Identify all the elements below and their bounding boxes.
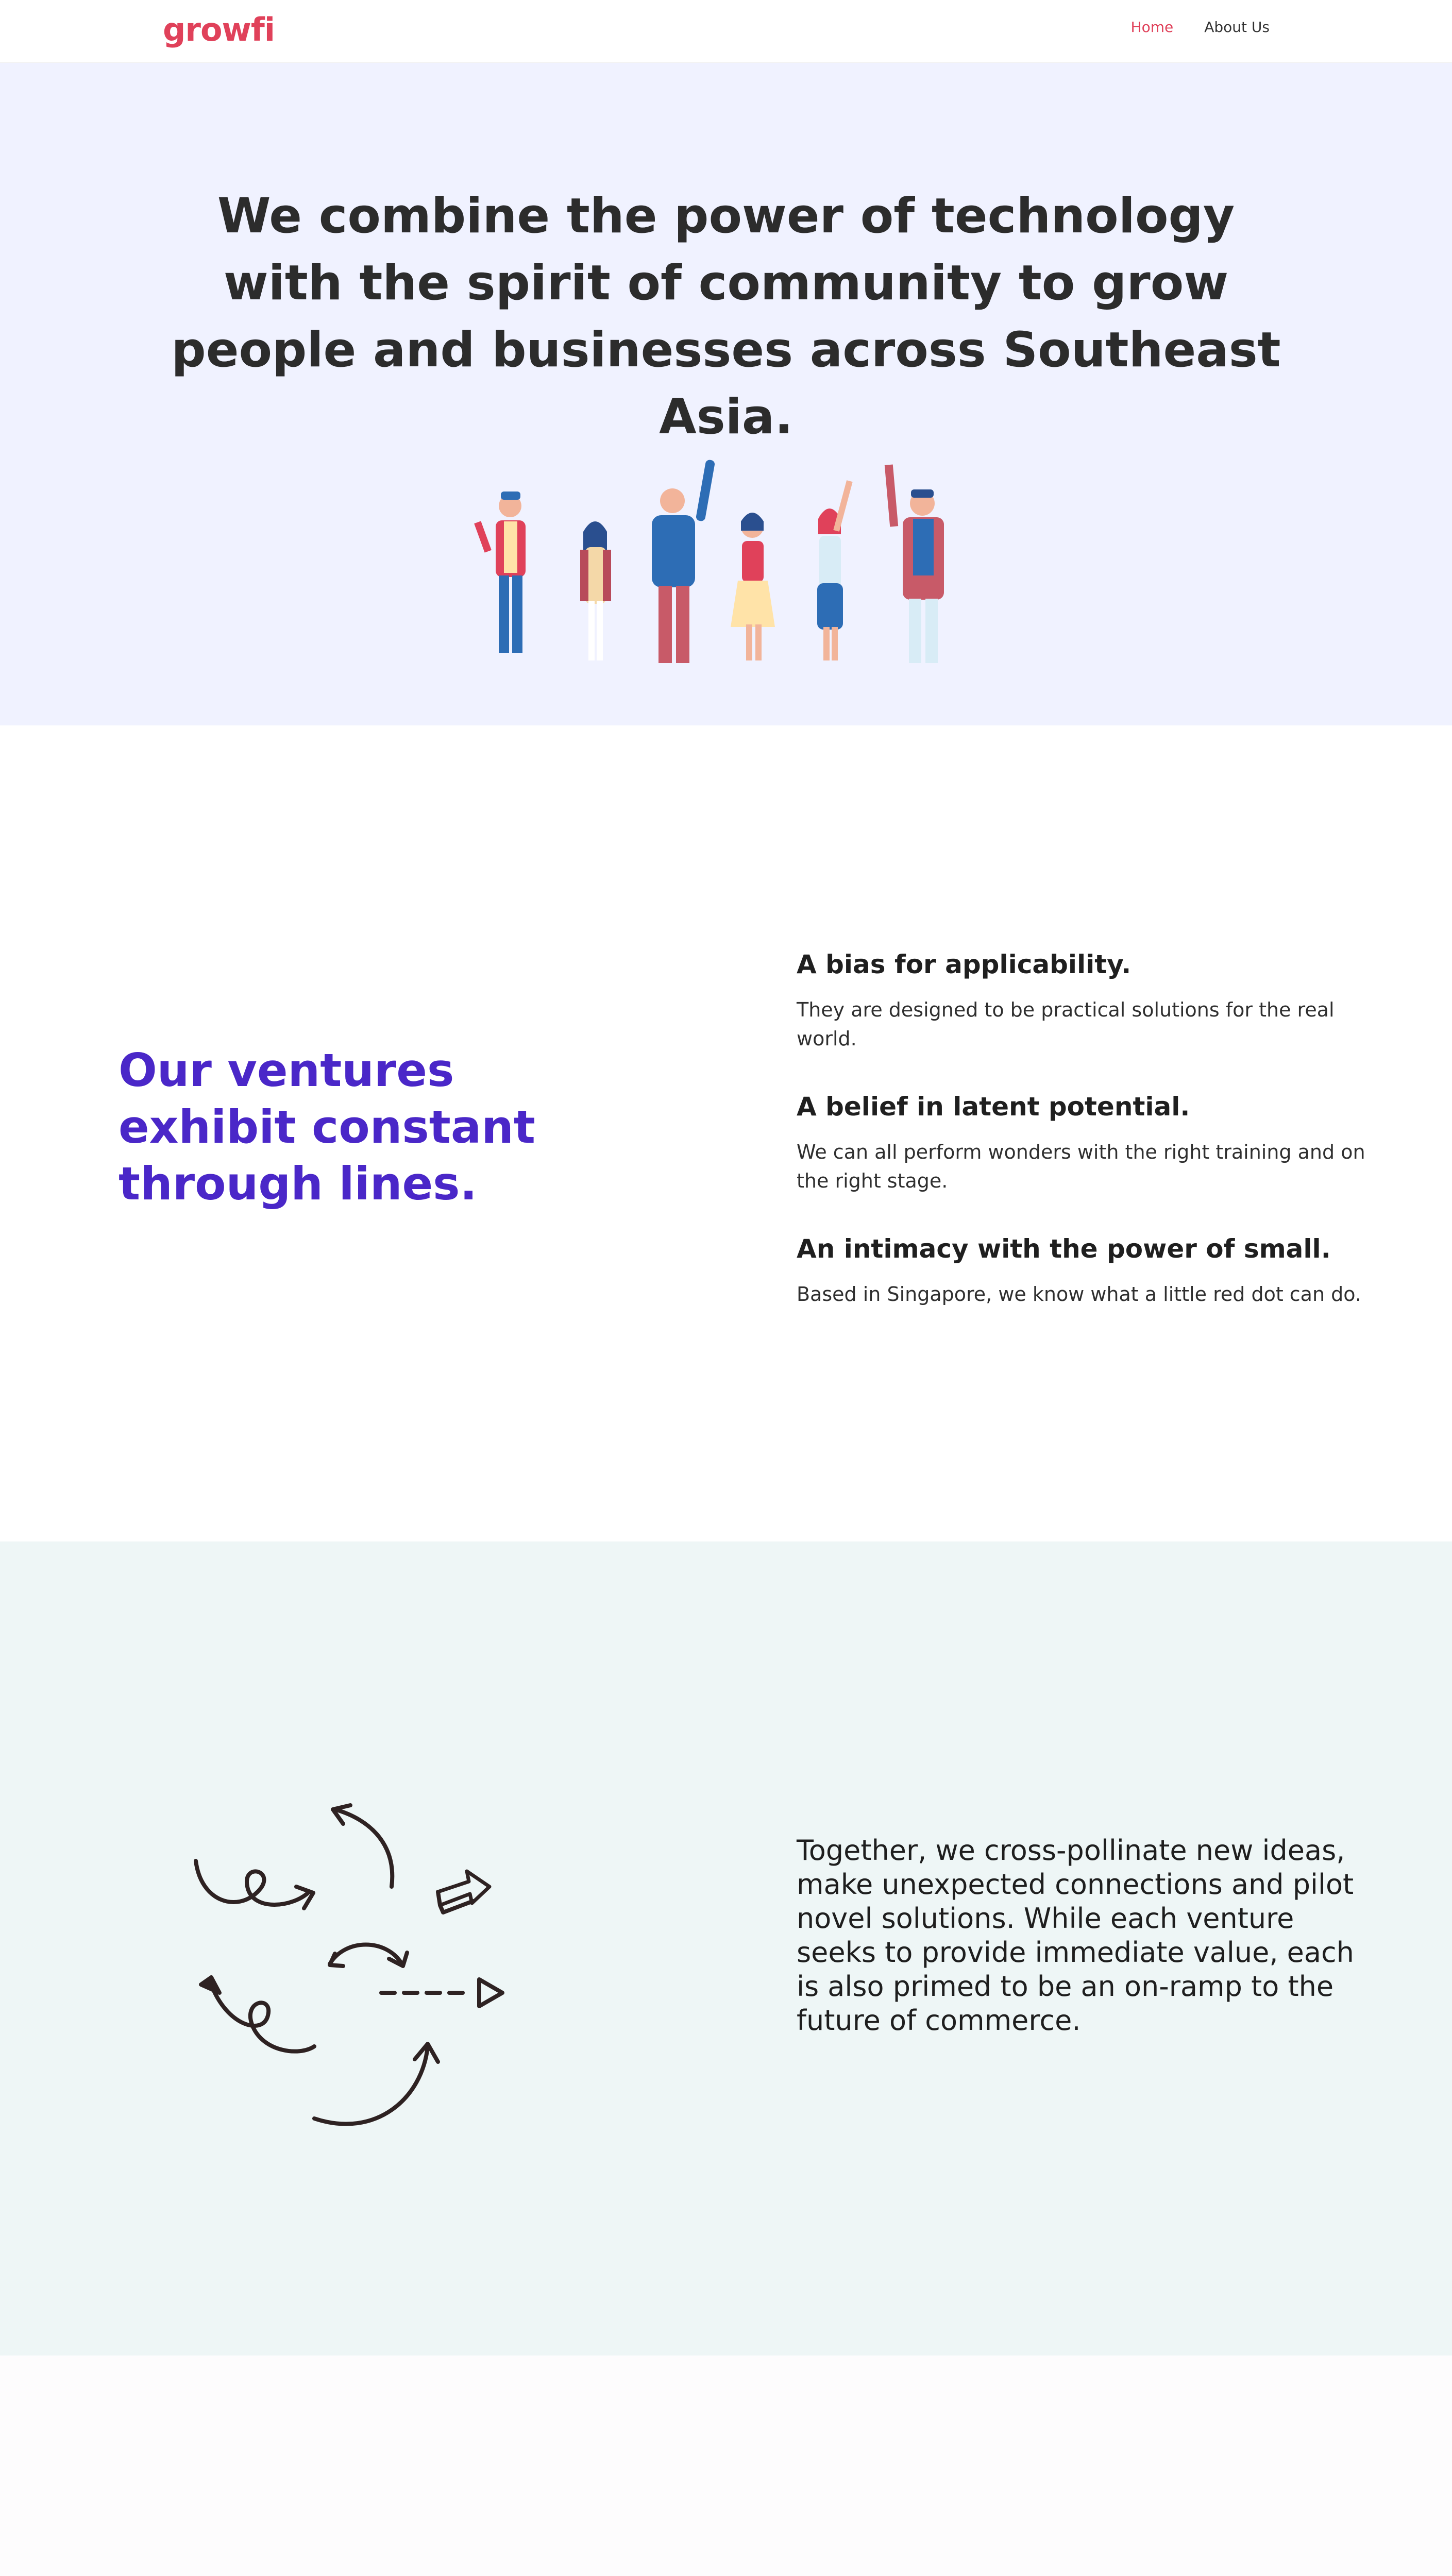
nav-links	[1131, 19, 1270, 36]
person-3-figure	[652, 459, 715, 663]
top-nav	[0, 0, 1452, 63]
principle-item	[797, 1090, 1394, 1195]
nav-link-about[interactable]: About Us	[1204, 19, 1270, 36]
principle-text: We can all perform wonders with the right training and on the right stage.	[797, 1141, 1365, 1192]
growfi-logo[interactable]	[163, 4, 275, 56]
principle-text: They are designed to be practical solutions for the real world.	[797, 998, 1335, 1050]
person-1-figure	[474, 492, 526, 653]
principle-text: Based in Singapore, we know what a little red dot can do.	[797, 1283, 1361, 1306]
person-2-figure	[580, 521, 611, 660]
person-5-figure	[817, 480, 853, 660]
principle-title: A belief in latent potential.	[797, 1092, 1190, 1122]
together-section	[0, 1541, 1452, 2355]
principle-title: A bias for applicability.	[797, 950, 1132, 979]
together-text: Together, we cross-pollinate new ideas, make unexpected connections and pilot novel solutions. While each venture seeks to provide immediate value, each is also primed to be an on-ramp to the future of commerce.	[797, 1834, 1354, 2037]
principle-title: An intimacy with the power of small.	[797, 1234, 1331, 1264]
principle-item	[797, 948, 1394, 1053]
person-4-figure	[731, 513, 775, 660]
principles-section	[0, 725, 1452, 1541]
person-6-figure	[885, 465, 944, 663]
people-group-illustration	[443, 444, 1010, 725]
ventures-section	[0, 2355, 1452, 2576]
logo-text: growfi	[163, 11, 275, 48]
hero-title: We combine the power of technology with the spirit of community to grow people and businesses across Southeast Asia.	[171, 188, 1281, 445]
hero-section	[0, 63, 1452, 725]
principles-heading: Our ventures exhibit constant through lines.	[119, 1044, 535, 1210]
nav-link-home[interactable]: Home	[1130, 19, 1174, 36]
principle-item	[797, 1232, 1394, 1309]
arrows-doodle-illustration	[180, 1758, 541, 2149]
